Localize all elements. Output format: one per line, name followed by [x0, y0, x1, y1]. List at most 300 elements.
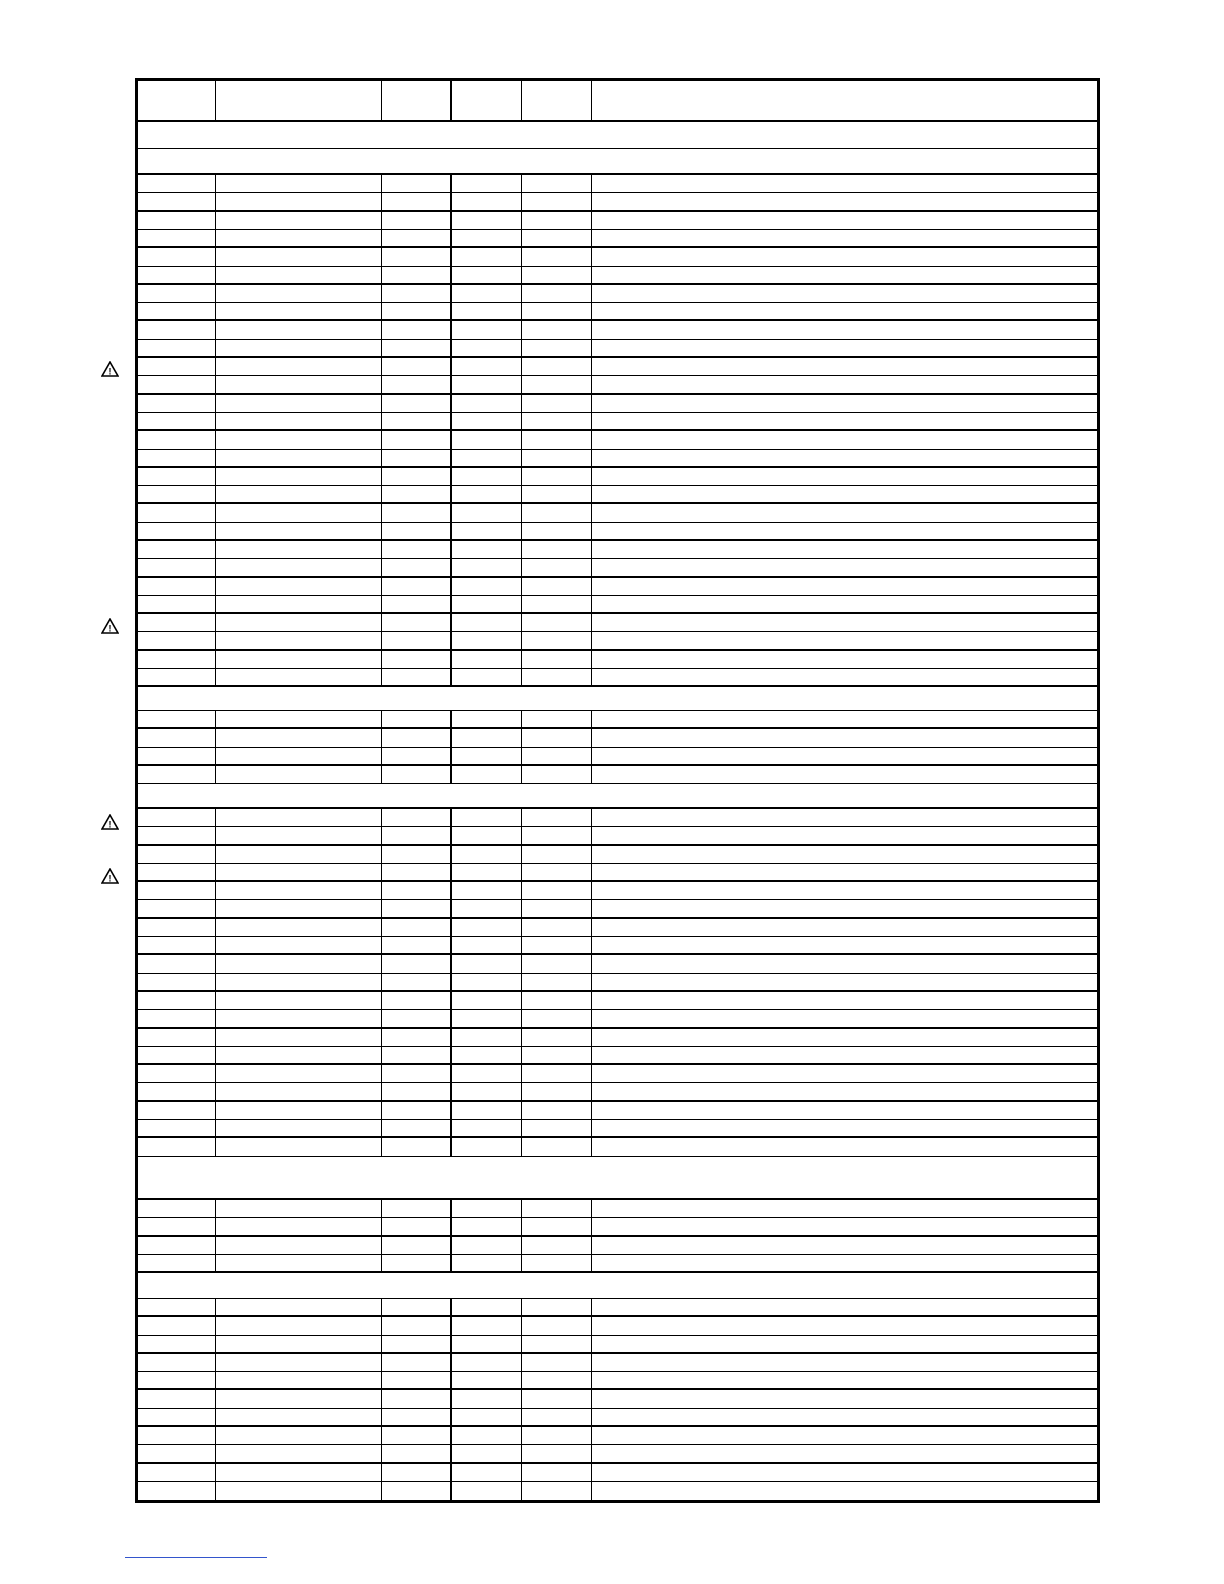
table-cell — [382, 175, 452, 192]
table-cell — [138, 992, 216, 1009]
table-cell — [138, 1336, 216, 1352]
table-cell — [216, 541, 382, 558]
table-cell — [452, 1372, 522, 1388]
table-cell — [452, 1482, 522, 1500]
table-cell — [522, 614, 592, 631]
table-cell — [522, 523, 592, 539]
section-row — [138, 784, 1097, 809]
table-cell — [138, 340, 216, 356]
table-cell — [382, 711, 452, 727]
table-cell — [382, 358, 452, 375]
table-cell — [452, 651, 522, 668]
table-cell — [138, 1299, 216, 1315]
table-row — [138, 651, 1097, 669]
table-cell — [522, 1065, 592, 1082]
table-cell — [382, 1237, 452, 1254]
table-cell — [452, 504, 522, 522]
table-cell — [522, 1010, 592, 1027]
table-cell — [216, 1029, 382, 1046]
table-cell — [452, 955, 522, 973]
table-cell — [216, 937, 382, 953]
table-cell — [138, 230, 216, 246]
table-row — [138, 900, 1097, 919]
table-row — [138, 729, 1097, 748]
table-cell — [522, 1237, 592, 1254]
table-row — [138, 1354, 1097, 1372]
table-cell — [522, 468, 592, 485]
table-cell — [216, 1218, 382, 1235]
table-cell — [138, 1354, 216, 1371]
table-cell — [138, 1010, 216, 1027]
parts-list-table — [135, 78, 1100, 1503]
table-cell — [382, 321, 452, 339]
table-row — [138, 1138, 1097, 1157]
table-cell — [382, 468, 452, 485]
table-cell — [216, 504, 382, 522]
table-cell — [138, 81, 216, 120]
table-cell — [382, 1010, 452, 1027]
table-cell — [452, 1047, 522, 1063]
table-cell — [138, 450, 216, 466]
table-cell — [138, 882, 216, 899]
table-cell — [452, 559, 522, 576]
table-cell — [452, 1200, 522, 1217]
table-cell — [216, 1047, 382, 1063]
table-cell — [382, 1200, 452, 1217]
table-cell — [382, 900, 452, 917]
table-cell — [522, 1120, 592, 1136]
table-cell — [382, 1390, 452, 1408]
table-cell — [522, 340, 592, 356]
table-cell — [452, 230, 522, 246]
table-cell — [452, 1010, 522, 1027]
table-cell — [216, 468, 382, 485]
table-row — [138, 992, 1097, 1010]
table-cell — [216, 1010, 382, 1027]
table-cell — [452, 864, 522, 880]
table-row — [138, 1299, 1097, 1317]
table-cell — [216, 1317, 382, 1335]
table-cell — [452, 1218, 522, 1235]
table-cell — [382, 248, 452, 266]
table-cell — [216, 651, 382, 668]
table-cell — [522, 748, 592, 764]
table-cell — [216, 1409, 382, 1425]
table-cell — [138, 321, 216, 339]
table-row — [138, 1029, 1097, 1047]
table-cell — [452, 523, 522, 539]
table-row — [138, 955, 1097, 974]
table-cell — [138, 1409, 216, 1425]
table-cell — [138, 541, 216, 558]
table-cell — [216, 882, 382, 899]
table-cell — [138, 614, 216, 631]
table-cell — [216, 669, 382, 685]
table-row — [138, 919, 1097, 937]
table-cell — [138, 651, 216, 668]
table-cell — [382, 974, 452, 990]
table-cell — [138, 267, 216, 283]
table-cell — [216, 1102, 382, 1119]
table-cell — [452, 468, 522, 485]
table-cell — [216, 1482, 382, 1500]
table-row — [138, 1445, 1097, 1464]
table-cell — [522, 1336, 592, 1352]
table-cell — [382, 431, 452, 449]
table-cell — [138, 1083, 216, 1100]
table-cell — [522, 992, 592, 1009]
table-cell — [452, 809, 522, 826]
table-cell — [216, 267, 382, 283]
table-row — [138, 809, 1097, 827]
table-cell — [382, 1299, 452, 1315]
table-cell — [138, 846, 216, 863]
table-row — [138, 303, 1097, 321]
table-cell — [452, 974, 522, 990]
table-row — [138, 450, 1097, 468]
table-cell — [138, 864, 216, 880]
table-cell — [216, 431, 382, 449]
table-cell — [382, 827, 452, 844]
table-cell — [382, 559, 452, 576]
section-row — [138, 1273, 1097, 1299]
table-row — [138, 267, 1097, 285]
table-cell — [452, 321, 522, 339]
table-cell — [382, 395, 452, 412]
table-cell — [138, 827, 216, 844]
table-cell — [382, 1409, 452, 1425]
table-cell — [382, 766, 452, 783]
table-cell — [138, 559, 216, 576]
table-cell — [522, 632, 592, 649]
table-row — [138, 376, 1097, 395]
table-cell — [138, 376, 216, 393]
table-cell — [382, 651, 452, 668]
table-cell — [452, 1354, 522, 1371]
table-cell — [522, 1482, 592, 1500]
table-row — [138, 486, 1097, 504]
table-cell — [452, 900, 522, 917]
table-cell — [138, 669, 216, 685]
table-row — [138, 504, 1097, 523]
table-row — [138, 1464, 1097, 1482]
table-cell — [522, 578, 592, 595]
table-cell — [522, 303, 592, 319]
table-row — [138, 669, 1097, 687]
table-cell — [138, 285, 216, 302]
table-cell — [216, 413, 382, 429]
table-cell — [382, 230, 452, 246]
table-cell — [138, 1427, 216, 1444]
table-cell — [452, 1464, 522, 1481]
table-cell — [216, 285, 382, 302]
table-cell — [138, 955, 216, 973]
table-cell — [382, 81, 452, 120]
table-cell — [522, 596, 592, 612]
table-cell — [138, 193, 216, 210]
table-cell — [216, 596, 382, 612]
table-cell — [452, 827, 522, 844]
table-cell — [216, 766, 382, 783]
table-row — [138, 1482, 1097, 1500]
table-cell — [452, 1336, 522, 1352]
table-cell — [522, 1445, 592, 1462]
table-cell — [522, 504, 592, 522]
table-cell — [382, 1255, 452, 1271]
table-cell — [138, 1102, 216, 1119]
table-cell — [452, 376, 522, 393]
table-cell — [522, 358, 592, 375]
table-row — [138, 1372, 1097, 1390]
table-cell — [216, 376, 382, 393]
table-cell — [452, 1029, 522, 1046]
table-cell — [216, 395, 382, 412]
table-row — [138, 578, 1097, 596]
table-cell — [452, 1083, 522, 1100]
table-cell — [522, 486, 592, 502]
table-row — [138, 285, 1097, 303]
warning-triangle-icon — [101, 361, 119, 377]
table-cell — [522, 1409, 592, 1425]
table-cell — [138, 1237, 216, 1254]
table-row — [138, 937, 1097, 955]
table-cell — [138, 212, 216, 229]
table-cell — [452, 1138, 522, 1156]
table-cell — [382, 614, 452, 631]
table-cell — [216, 900, 382, 917]
table-cell — [522, 919, 592, 936]
table-cell — [216, 321, 382, 339]
table-cell — [382, 919, 452, 936]
table-cell — [216, 1200, 382, 1217]
table-cell — [452, 919, 522, 936]
table-cell — [522, 175, 592, 192]
table-cell — [452, 1427, 522, 1444]
table-cell — [522, 413, 592, 429]
table-cell — [522, 1427, 592, 1444]
table-cell — [522, 651, 592, 668]
table-cell — [382, 748, 452, 764]
table-cell — [216, 1390, 382, 1408]
table-cell — [138, 596, 216, 612]
table-cell — [452, 212, 522, 229]
table-cell — [382, 632, 452, 649]
table-cell — [382, 937, 452, 953]
table-row — [138, 523, 1097, 541]
table-row — [138, 559, 1097, 578]
table-cell — [382, 1317, 452, 1335]
table-cell — [522, 1138, 592, 1156]
table-cell — [382, 1372, 452, 1388]
table-row — [138, 614, 1097, 632]
table-row — [138, 1200, 1097, 1218]
table-cell — [452, 846, 522, 863]
table-cell — [522, 729, 592, 747]
table-cell — [138, 729, 216, 747]
table-cell — [138, 523, 216, 539]
table-cell — [452, 358, 522, 375]
table-cell — [138, 1200, 216, 1217]
table-cell — [522, 450, 592, 466]
table-row — [138, 541, 1097, 559]
table-cell — [452, 711, 522, 727]
table-cell — [216, 1427, 382, 1444]
table-cell — [522, 285, 592, 302]
table-cell — [522, 766, 592, 783]
table-cell — [382, 267, 452, 283]
svg-text:!: ! — [108, 623, 112, 634]
table-row — [138, 827, 1097, 846]
table-cell — [522, 376, 592, 393]
table-cell — [138, 937, 216, 953]
table-cell — [452, 431, 522, 449]
table-cell — [382, 1464, 452, 1481]
table-cell — [216, 230, 382, 246]
table-cell — [522, 1200, 592, 1217]
table-cell — [382, 1083, 452, 1100]
table-cell — [216, 1445, 382, 1462]
table-row — [138, 766, 1097, 784]
table-cell — [452, 1299, 522, 1315]
table-cell — [522, 321, 592, 339]
table-cell — [522, 431, 592, 449]
table-cell — [138, 303, 216, 319]
table-cell — [522, 974, 592, 990]
table-cell — [216, 711, 382, 727]
table-cell — [216, 193, 382, 210]
table-row — [138, 748, 1097, 766]
table-cell — [452, 1445, 522, 1462]
warning-triangle-icon — [101, 814, 119, 830]
table-cell — [522, 900, 592, 917]
table-row — [138, 1427, 1097, 1445]
table-cell — [216, 1255, 382, 1271]
table-cell — [522, 212, 592, 229]
table-cell — [452, 285, 522, 302]
table-cell — [382, 882, 452, 899]
table-row — [138, 358, 1097, 376]
table-cell — [522, 827, 592, 844]
table-cell — [382, 1218, 452, 1235]
table-cell — [216, 212, 382, 229]
table-cell — [382, 1120, 452, 1136]
table-cell — [138, 1482, 216, 1500]
table-cell — [522, 882, 592, 899]
table-cell — [382, 809, 452, 826]
table-cell — [138, 809, 216, 826]
table-cell — [216, 303, 382, 319]
table-cell — [216, 523, 382, 539]
table-cell — [216, 578, 382, 595]
section-row — [138, 149, 1097, 175]
table-cell — [138, 1390, 216, 1408]
table-cell — [522, 193, 592, 210]
table-cell — [522, 1029, 592, 1046]
table-cell — [216, 809, 382, 826]
table-cell — [216, 955, 382, 973]
table-cell — [216, 1237, 382, 1254]
table-cell — [522, 1218, 592, 1235]
table-cell — [452, 395, 522, 412]
svg-text:!: ! — [108, 366, 112, 377]
table-cell — [452, 175, 522, 192]
table-cell — [382, 669, 452, 685]
table-cell — [138, 578, 216, 595]
table-cell — [138, 632, 216, 649]
table-cell — [138, 1047, 216, 1063]
warning-triangle-icon — [101, 618, 119, 634]
table-cell — [216, 1120, 382, 1136]
table-cell — [452, 450, 522, 466]
table-cell — [138, 748, 216, 764]
table-cell — [138, 1464, 216, 1481]
section-row — [138, 81, 1097, 122]
table-cell — [452, 267, 522, 283]
table-cell — [522, 1102, 592, 1119]
table-cell — [382, 846, 452, 863]
table-cell — [452, 1317, 522, 1335]
table-cell — [382, 340, 452, 356]
table-cell — [382, 992, 452, 1009]
table-cell — [522, 1317, 592, 1335]
table-cell — [216, 1138, 382, 1156]
table-cell — [522, 1390, 592, 1408]
svg-text:!: ! — [108, 873, 112, 884]
table-row — [138, 468, 1097, 486]
table-cell — [382, 523, 452, 539]
table-row — [138, 1336, 1097, 1354]
table-row — [138, 1237, 1097, 1255]
table-cell — [216, 992, 382, 1009]
table-cell — [522, 809, 592, 826]
table-cell — [216, 632, 382, 649]
table-cell — [216, 486, 382, 502]
table-cell — [382, 413, 452, 429]
table-cell — [382, 541, 452, 558]
table-cell — [522, 248, 592, 266]
table-cell — [522, 1083, 592, 1100]
table-cell — [452, 1390, 522, 1408]
table-row — [138, 193, 1097, 212]
table-cell — [216, 81, 382, 120]
table-cell — [216, 1336, 382, 1352]
table-row — [138, 175, 1097, 193]
table-cell — [138, 358, 216, 375]
table-cell — [382, 1354, 452, 1371]
table-cell — [522, 395, 592, 412]
table-row — [138, 1102, 1097, 1120]
table-cell — [382, 578, 452, 595]
table-cell — [522, 711, 592, 727]
table-row — [138, 230, 1097, 248]
table-cell — [216, 450, 382, 466]
table-cell — [138, 413, 216, 429]
table-cell — [138, 1218, 216, 1235]
table-cell — [216, 1083, 382, 1100]
table-cell — [522, 1255, 592, 1271]
table-cell — [138, 1255, 216, 1271]
table-cell — [382, 729, 452, 747]
table-cell — [216, 1354, 382, 1371]
table-cell — [522, 955, 592, 973]
table-cell — [382, 1047, 452, 1063]
table-cell — [452, 729, 522, 747]
table-cell — [452, 1255, 522, 1271]
table-cell — [522, 81, 592, 120]
table-cell — [452, 340, 522, 356]
table-cell — [452, 882, 522, 899]
table-cell — [138, 486, 216, 502]
